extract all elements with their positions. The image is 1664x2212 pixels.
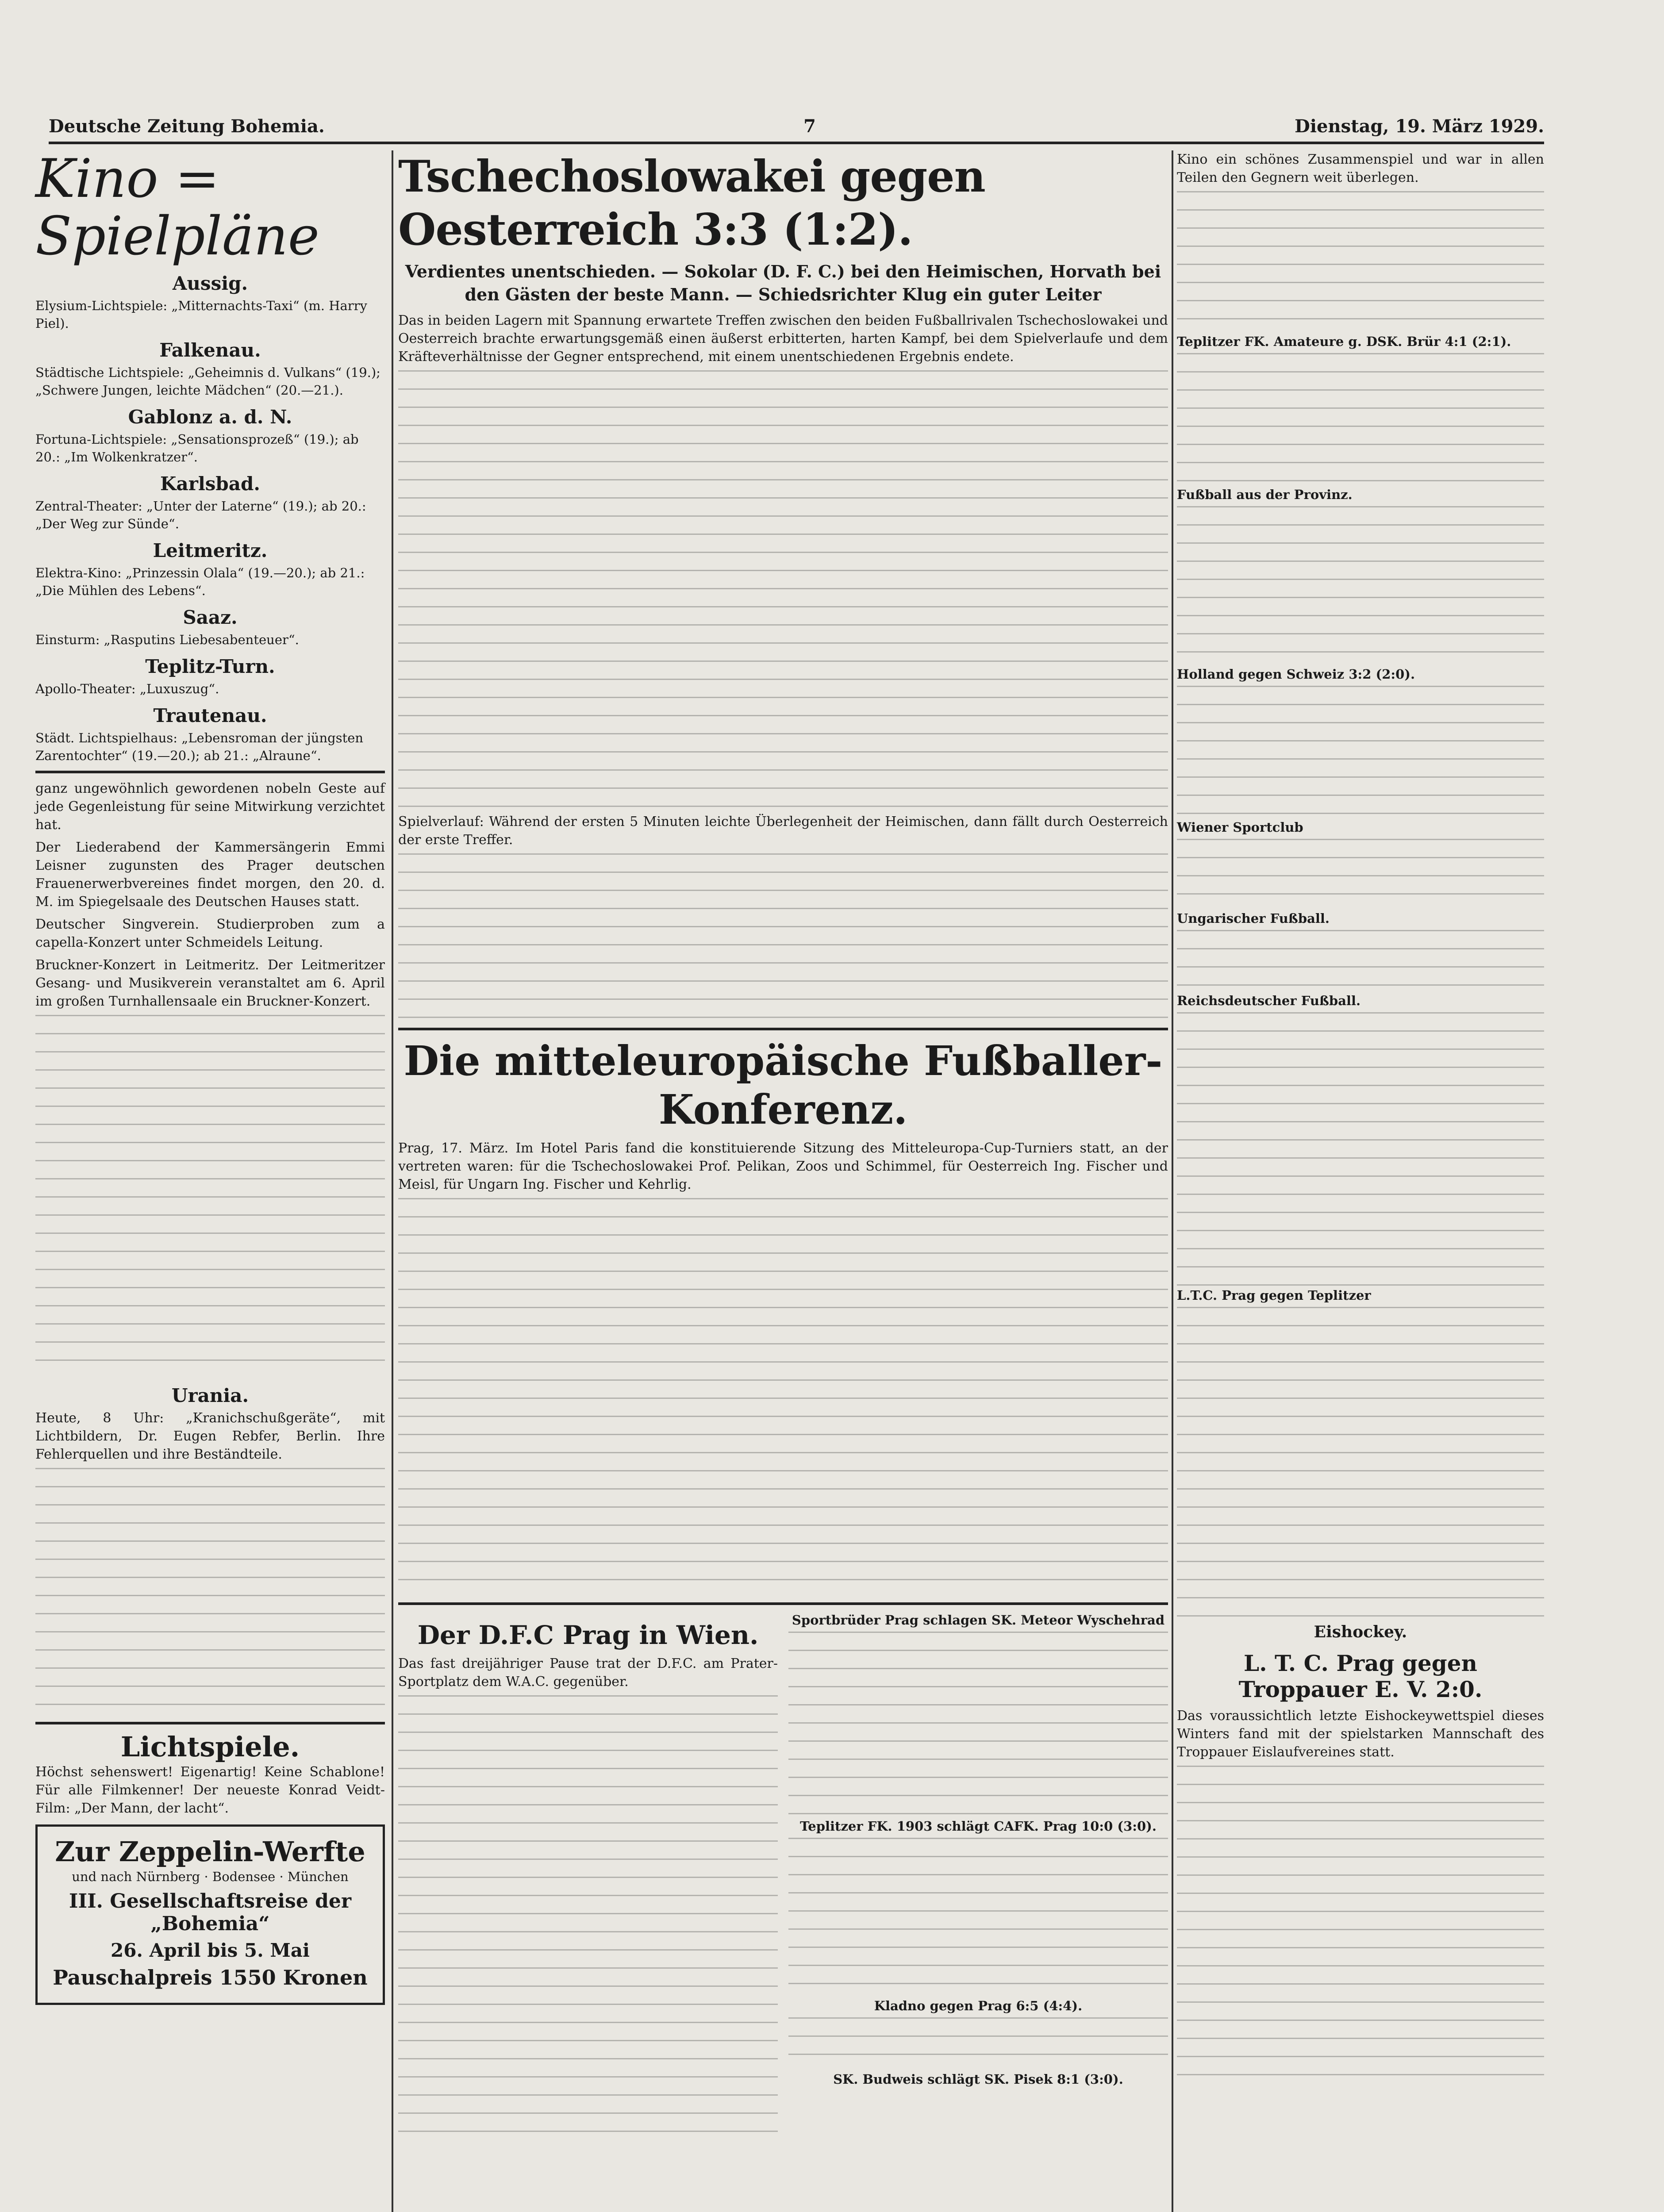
zeppelin-dates: 26. April bis 5. Mai xyxy=(110,1939,310,1961)
right-column xyxy=(1177,150,1544,2075)
lichtspiele-text: Höchst sehenswert! Eigenartig! Keine Schablone! Für alle Filmkenner! Der neueste Konrad Veidt-Film: „Der Mann, der lacht“. xyxy=(35,1764,385,1816)
listing-saaz: Einsturm: „Rasputins Liebesabenteuer“. xyxy=(35,632,299,647)
holland-headline: Holland gegen Schweiz 3:2 (2:0). xyxy=(1177,667,1415,682)
listing-karlsbad: Zentral-Theater: „Unter der Laterne“ (19.); ab 20.: „Der Weg zur Sünde“. xyxy=(35,499,366,531)
text-block-filler xyxy=(1177,839,1544,910)
divider xyxy=(398,1602,1168,1605)
amateure-headline: Teplitzer FK. Amateure g. DSK. Brür 4:1 (2:1). xyxy=(1177,334,1511,349)
text-block-filler xyxy=(1177,191,1544,333)
section-falkenau: Falkenau. xyxy=(159,339,261,361)
match-lead: Das in beiden Lagern mit Spannung erwartete Treffen zwischen den beiden Fußballrivalen Tschechoslowakei und Oesterreich brachte erwartungsgemäß einen äußerst erbitterten, harten Kampf, bei dem Spielverlaufe und dem Kräfteverhältnisse der Gegner entsprechend, mit einem unentschiedenen Ergebnis endete. xyxy=(398,313,1168,365)
text-block-filler xyxy=(1177,930,1544,992)
eishockey-label: Eishockey. xyxy=(1314,1623,1407,1641)
zeppelin-price: Pauschalpreis 1550 Kronen xyxy=(53,1966,368,1989)
divider xyxy=(35,1722,385,1724)
text-block-filler xyxy=(398,1198,1168,1596)
text-block-filler xyxy=(1177,1012,1544,1286)
text-block-filler xyxy=(1177,1307,1544,1617)
eishockey-text: Das voraussichtlich letzte Eishockeywettspiel dieses Winters fand mit der spielstarken Mannschaft des Troppauer Eislaufvereines statt. xyxy=(1177,1708,1544,1760)
zeppelin-ad xyxy=(35,1824,385,2005)
text-block-filler xyxy=(398,1695,778,2147)
article-text: Deutscher Singverein. Studierproben zum a capella-Konzert unter Schmeidels Leitung. xyxy=(35,917,385,950)
section-teplitz: Teplitz-Turn. xyxy=(145,656,275,677)
text-block-filler xyxy=(1177,686,1544,818)
section-saaz: Saaz. xyxy=(183,607,238,628)
urania-heading: Urania. xyxy=(171,1385,249,1406)
teplitz-headline: Teplitzer FK. 1903 schlägt CAFK. Prag 10:0 (3:0). xyxy=(800,1819,1157,1834)
section-karlsbad: Karlsbad. xyxy=(160,473,261,495)
text-block-filler xyxy=(788,1632,1168,1817)
kino-title: Kino = Spielpläne xyxy=(35,148,319,267)
column-divider xyxy=(392,150,393,2212)
urania-text: Heute, 8 Uhr: „Kranichschußgeräte“, mit Lichtbildern, Dr. Eugen Rebfer, Berlin. Ihre Fehlerquellen und ihre Beständteile. xyxy=(35,1410,385,1462)
paper-name: Deutsche Zeitung Bohemia. xyxy=(49,115,325,137)
divider xyxy=(398,1028,1168,1030)
page-number: 7 xyxy=(803,115,816,137)
section-leitmeritz: Leitmeritz. xyxy=(153,540,268,561)
reich-headline: Reichsdeutscher Fußball. xyxy=(1177,993,1361,1008)
main-subhead: Verdientes unentschieden. — Sokolar (D. F. C.) bei den Heimischen, Horvath bei den Gästen der beste Mann. — Schiedsrichter Klug ein guter Leiter xyxy=(405,261,1161,304)
kladno-headline: Kladno gegen Prag 6:5 (4:4). xyxy=(874,1998,1083,2013)
listing-leitmeritz: Elektra-Kino: „Prinzessin Olala“ (19.—20.); ab 21.: „Die Mühlen des Lebens“. xyxy=(35,565,365,598)
ltc-headline: L.T.C. Prag gegen Teplitzer xyxy=(1177,1288,1371,1303)
article-text: Der Liederabend der Kammersängerin Emmi Leisner zugunsten des Prager deutschen Frauenerwerbvereines findet morgen, den 20. d. M. im Spiegelsaale des Deutschen Hauses statt. xyxy=(35,840,385,910)
text-block-filler xyxy=(788,2017,1168,2070)
dfc-headline: Der D.F.C Prag in Wien. xyxy=(417,1620,759,1650)
lichtspiele-title: Lichtspiele. xyxy=(120,1731,300,1763)
text-block-filler xyxy=(398,853,1168,1022)
zeppelin-title: Zur Zeppelin-Werfte xyxy=(55,1836,365,1868)
article-text: ganz ungewöhnlich gewordenen nobeln Geste auf jede Gegenleistung für seine Mitwirkung verzichtet hat. xyxy=(35,781,385,833)
text-block-filler xyxy=(1177,506,1544,665)
center-column xyxy=(398,150,1168,2147)
article-text: Kino ein schönes Zusammenspiel und war in allen Teilen den Gegnern weit überlegen. xyxy=(1177,152,1544,185)
budweis-headline: SK. Budweis schlägt SK. Pisek 8:1 (3:0). xyxy=(833,2072,1123,2087)
text-block-filler xyxy=(35,1015,385,1378)
left-column xyxy=(35,150,385,2012)
page-header xyxy=(49,111,1544,144)
text-block-filler xyxy=(1177,1766,1544,2075)
text-block-filler xyxy=(1177,353,1544,486)
text-block-filler xyxy=(398,370,1168,813)
column-divider xyxy=(1172,150,1173,2212)
eishockey-headline: L. T. C. Prag gegen Troppauer E. V. 2:0. xyxy=(1238,1650,1483,1702)
section-gablonz: Gablonz a. d. N. xyxy=(128,406,292,428)
section-trautenau: Trautenau. xyxy=(153,705,267,726)
divider xyxy=(35,771,385,773)
text-block-filler xyxy=(788,1838,1168,1997)
text-block-filler xyxy=(35,1468,385,1716)
dfc-text: Das fast dreijähriger Pause trat der D.F.C. am Prater-Sportplatz dem W.A.C. gegenüber. xyxy=(398,1656,778,1690)
provinz-headline: Fußball aus der Provinz. xyxy=(1177,487,1353,502)
sportbrueder-headline: Sportbrüder Prag schlagen SK. Meteor Wyschehrad xyxy=(792,1613,1165,1628)
listing-aussig: Elysium-Lichtspiele: „Mitternachts-Taxi“ (m. Harry Piel). xyxy=(35,298,367,331)
konferenz-text: Prag, 17. März. Im Hotel Paris fand die konstituierende Sitzung des Mitteleuropa-Cup-Turniers statt, an der vertreten waren: für die Tschechoslowakei Prof. Pelikan, Zoos und Schimmel, für Oesterreich Ing. Fischer und Meisl, für Ungarn Ing. Fischer und Kehrlig. xyxy=(398,1141,1168,1192)
listing-gablonz: Fortuna-Lichtspiele: „Sensationsprozeß“ (19.); ab 20.: „Im Wolkenkratzer“. xyxy=(35,432,359,465)
listing-teplitz: Apollo-Theater: „Luxuszug“. xyxy=(35,681,219,696)
main-headline: Tschechoslowakei gegen Oesterreich 3:3 (1:2). xyxy=(398,151,985,255)
issue-date: Dienstag, 19. März 1929. xyxy=(1295,115,1544,137)
wiener-headline: Wiener Sportclub xyxy=(1177,820,1303,835)
section-aussig: Aussig. xyxy=(172,273,248,294)
zeppelin-line: III. Gesellschaftsreise der „Bohemia“ xyxy=(69,1890,352,1935)
konferenz-headline: Die mitteleuropäische Fußballer-Konferenz. xyxy=(404,1037,1163,1133)
article-text: Bruckner-Konzert in Leitmeritz. Der Leitmeritzer Gesang- und Musikverein veranstaltet am 6. April im großen Turnhallensaale ein Bruckner-Konzert. xyxy=(35,957,385,1009)
match-report: Spielverlauf: Während der ersten 5 Minuten leichte Überlegenheit der Heimischen, dann fällt durch Oesterreich der erste Treffer. xyxy=(398,814,1168,848)
zeppelin-sub: und nach Nürnberg · Bodensee · München xyxy=(72,1869,349,1884)
listing-falkenau: Städtische Lichtspiele: „Geheimnis d. Vulkans“ (19.); „Schwere Jungen, leichte Mädchen“ (20.—21.). xyxy=(35,365,380,398)
ungarn-headline: Ungarischer Fußball. xyxy=(1177,911,1330,926)
listing-trautenau: Städt. Lichtspielhaus: „Lebensroman der jüngsten Zarentochter“ (19.—20.); ab 21.: „Alraune“. xyxy=(35,730,364,763)
